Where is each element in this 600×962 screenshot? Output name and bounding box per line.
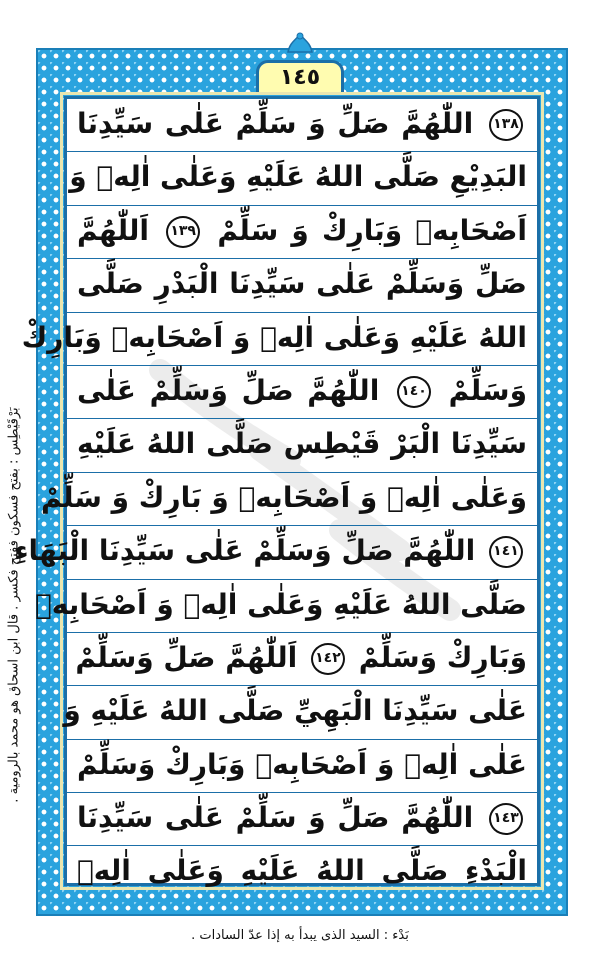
line-text: وَعَلٰى اٰلِهٖ وَ اَصْحَابِهٖ وَ بَارِكْ وَ سَلِّمْ — [40, 480, 527, 514]
line-text: اَللّٰهُمَّ — [77, 213, 149, 247]
line-text: عَلٰى سَيِّدِنَا الْبَهِيِّ صَلَّى اللهُ عَلَيْهِ وَ — [63, 694, 527, 728]
line-text: اللّٰهُمَّ صَلِّ وَسَلِّمْ عَلٰى — [77, 373, 380, 407]
text-line — [67, 740, 537, 793]
verse-number-medallion: ١٣٨ — [489, 109, 523, 141]
text-line — [40, 473, 537, 526]
verse-number-medallion: ١٣٩ — [166, 216, 200, 248]
line-text: سَيِّدِنَا الْبَرْ قَيْطِس صَلَّى اللهُ عَلَيْهِ — [77, 427, 527, 461]
text-line — [67, 793, 537, 846]
text-line — [67, 259, 537, 312]
text-line — [67, 846, 537, 899]
line-text: صَلَّى اللهُ عَلَيْهِ وَعَلٰى اٰلِهٖ وَ اَصْحَابِهٖ — [34, 587, 527, 621]
text-line — [14, 526, 537, 579]
verse-number-medallion: ١٤٢ — [311, 643, 345, 675]
text-line — [67, 206, 537, 259]
line-text: عَلٰى اٰلِهٖ وَ اَصْحَابِهٖ وَبَارِكْ وَسَلِّمْ — [77, 747, 527, 781]
line-text: اللّٰهُمَّ صَلِّ وَسَلِّمْ عَلٰى سَيِّدِنَا الْبَهَاءِ — [14, 534, 476, 568]
side-note-text: بَرْقَيْطِس : بفتح فسكون ففتح فكسر . قال ابن اسحاق هو محمد بالرومية . — [6, 407, 22, 803]
text-line — [67, 99, 537, 152]
footnote: بَدْء : السيد الذى يبدأ به إذا عدّ السادات . — [191, 928, 409, 943]
line-text: صَلِّ وَسَلِّمْ عَلٰى سَيِّدِنَا الْبَدْرِ صَلَّى — [77, 267, 527, 301]
text-line — [67, 419, 537, 472]
line-text: البَدِيْعِ صَلَّى اللهُ عَلَيْهِ وَعَلٰى اٰلِهٖ وَ — [69, 160, 527, 194]
line-text: وَسَلِّمْ — [448, 373, 527, 407]
text-line — [67, 366, 537, 419]
text-line — [67, 633, 537, 686]
text-line — [63, 686, 537, 739]
verse-number-medallion: ١٤٠ — [397, 376, 431, 408]
verse-number-medallion: ١٤١ — [489, 536, 523, 568]
side-margin-note — [3, 390, 25, 820]
line-text: اللّٰهُمَّ صَلِّ وَ سَلِّمْ عَلٰى سَيِّدِنَا — [77, 107, 474, 140]
line-text: اللهُ عَلَيْهِ وَعَلٰى اٰلِهٖ وَ اَصْحَابِهٖ وَبَارِكْ — [21, 320, 527, 354]
page-number: ١٤٥ — [256, 60, 344, 92]
line-text: اللّٰهُمَّ صَلِّ وَ سَلِّمْ عَلٰى سَيِّدِنَا — [77, 801, 474, 835]
line-text: اَللّٰهُمَّ صَلِّ وَسَلِّمْ — [75, 640, 298, 674]
text-line — [21, 313, 537, 366]
line-text: وَبَارِكْ وَسَلِّمْ — [358, 640, 527, 674]
border-finial-ornament — [286, 32, 314, 56]
text-line — [67, 152, 537, 205]
text-line — [34, 580, 537, 633]
line-text: الْبَدْءِ صَلَّى اللهُ عَلَيْهِ وَعَلٰى اٰلِهٖ — [77, 854, 527, 888]
line-text: اَصْحَابِهٖ وَبَارِكْ وَ سَلِّمْ — [217, 213, 528, 247]
verse-number-medallion: ١٤٣ — [489, 803, 523, 835]
